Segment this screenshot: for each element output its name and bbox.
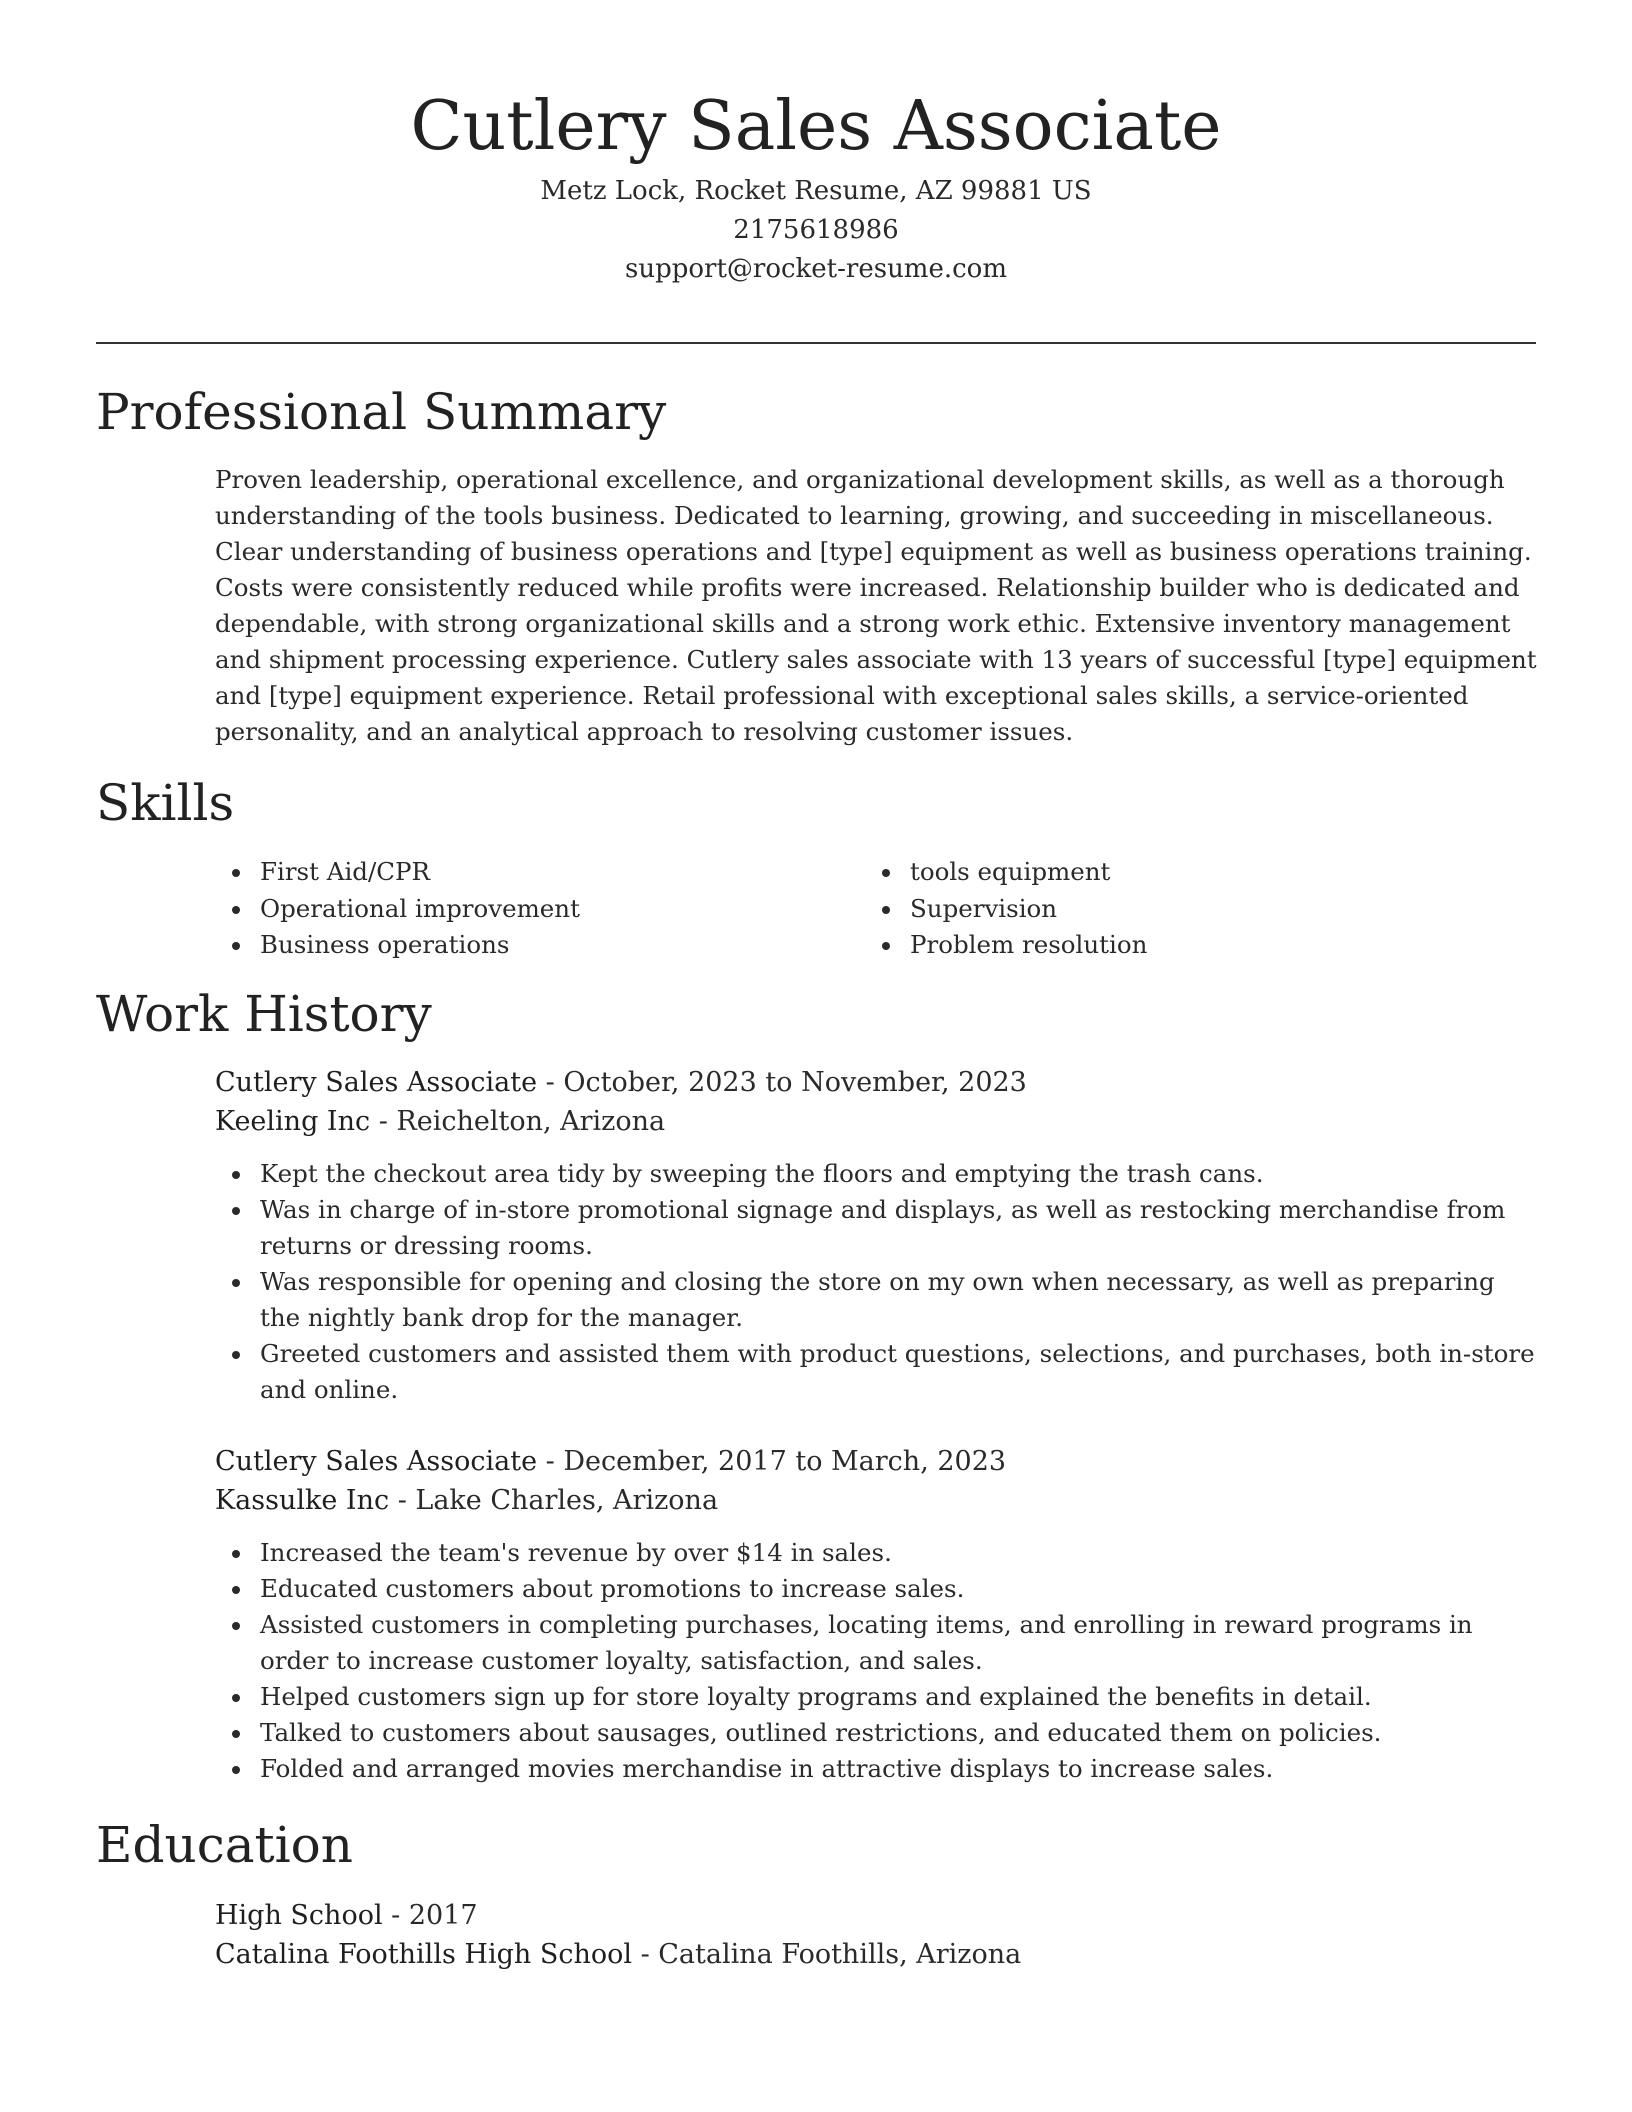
education-school-line: [215, 1936, 1540, 1975]
education-degree: High School: [215, 1900, 383, 1931]
section-title-skills: Skills: [96, 774, 235, 832]
candidate-name: Cutlery Sales Associate: [410, 87, 1222, 166]
section-title-education: Education: [96, 1816, 353, 1874]
job-company-line: [215, 1482, 1540, 1521]
job-dates: - December, 2017 to March, 2023: [537, 1446, 1007, 1477]
job-bullets: [215, 1535, 1540, 1787]
skills-list: [215, 854, 1535, 964]
skill-item: First Aid/CPR: [215, 854, 865, 891]
job-company-line: [215, 1103, 1540, 1142]
job-title: Cutlery Sales Associate: [215, 1446, 538, 1477]
job-bullets: [215, 1156, 1540, 1408]
contact-email: support@rocket-resume.com: [624, 254, 1007, 284]
skill-item: Business operations: [215, 927, 865, 964]
job-bullet: Was in charge of in-store promotional signage and displays, as well as restocking merchandise from returns or dressing rooms.: [215, 1192, 1540, 1264]
skills-column-left: [215, 854, 865, 964]
contact-info: [0, 172, 1632, 289]
job-title-line: [215, 1064, 1540, 1103]
contact-phone: 2175618986: [733, 215, 899, 245]
job-entry: [215, 1064, 1540, 1408]
job-location: - Lake Charles, Arizona: [389, 1484, 719, 1516]
job-title: Cutlery Sales Associate: [215, 1067, 538, 1098]
job-bullet: Was responsible for opening and closing the store on my own when necessary, as well as preparing the nightly bank drop for the manager.: [215, 1264, 1540, 1336]
education-year: - 2017: [382, 1900, 478, 1931]
skill-item: Problem resolution: [865, 927, 1515, 964]
summary-text: Proven leadership, operational excellence, and organizational development skills, as well as a thorough understanding of the tools business. Dedicated to learning, growing, and succeeding in miscellaneous. Clear understanding of business operations and [type] equipment as well as business operations training. Costs were consistently reduced while profits were increased. Relationship builder who is dedicated and dependable, with strong organizational skills and a strong work ethic. Extensive inventory management and shipment processing experience. Cutlery sales associate with 13 years of successful [type] equipment and [type] equipment experience. Retail professional with exceptional sales skills, a service-oriented personality, and an analytical approach to resolving customer issues.: [215, 465, 1537, 746]
education-location: - Catalina Foothills, Arizona: [631, 1938, 1022, 1970]
job-entry: [215, 1443, 1540, 1787]
skill-item: Operational improvement: [215, 891, 865, 928]
education-entry: [215, 1897, 1540, 1974]
job-bullet: Folded and arranged movies merchandise in attractive displays to increase sales.: [215, 1751, 1540, 1787]
skill-item: tools equipment: [865, 854, 1515, 891]
header-divider: [96, 342, 1536, 344]
section-title-work-history: Work History: [96, 985, 432, 1043]
job-company: Kassulke Inc: [215, 1484, 390, 1516]
job-bullet: Assisted customers in completing purchases, locating items, and enrolling in reward programs in order to increase customer loyalty, satisfaction, and sales.: [215, 1607, 1540, 1679]
job-bullet: Educated customers about promotions to increase sales.: [215, 1571, 1540, 1607]
job-title-line: [215, 1443, 1540, 1482]
skill-item: Supervision: [865, 891, 1515, 928]
education-degree-line: [215, 1897, 1540, 1936]
job-dates: - October, 2023 to November, 2023: [537, 1067, 1027, 1098]
job-company: Keeling Inc: [215, 1105, 371, 1137]
job-bullet: Talked to customers about sausages, outlined restrictions, and educated them on policies.: [215, 1715, 1540, 1751]
section-title-summary: Professional Summary: [96, 383, 667, 441]
job-bullet: Greeted customers and assisted them with product questions, selections, and purchases, both in-store and online.: [215, 1336, 1540, 1408]
resume-header: [0, 82, 1632, 289]
skills-column-right: [865, 854, 1515, 964]
job-bullet: Helped customers sign up for store loyalty programs and explained the benefits in detail.: [215, 1679, 1540, 1715]
education-school: Catalina Foothills High School: [215, 1938, 632, 1970]
contact-address: Metz Lock, Rocket Resume, AZ 99881 US: [540, 176, 1092, 206]
job-bullet: Increased the team's revenue by over $14 in sales.: [215, 1535, 1540, 1571]
job-location: - Reichelton, Arizona: [370, 1105, 666, 1137]
job-bullet: Kept the checkout area tidy by sweeping the floors and emptying the trash cans.: [215, 1156, 1540, 1192]
